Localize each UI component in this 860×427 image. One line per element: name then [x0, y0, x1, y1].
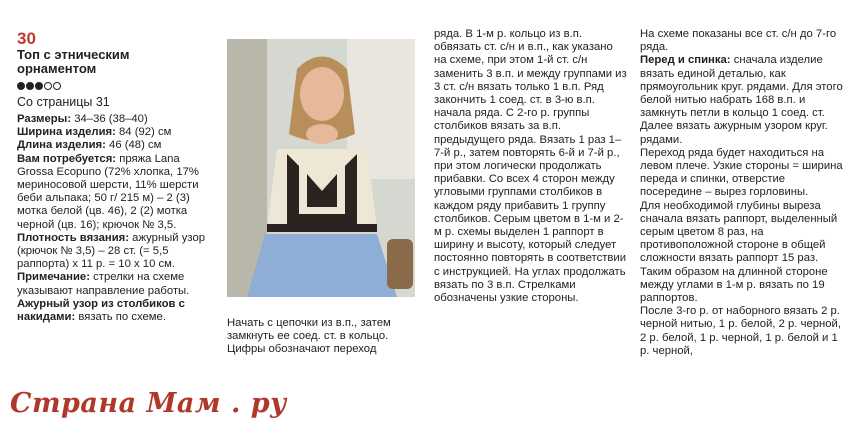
- paragraph: [17, 113, 217, 126]
- pattern-title: Топ с этническим орнаментом: [17, 47, 130, 76]
- difficulty-dot-filled: [17, 82, 25, 90]
- materials-column: [17, 113, 217, 324]
- paragraph: [640, 120, 843, 146]
- paragraph: [17, 298, 217, 324]
- difficulty-dot-empty: [53, 82, 61, 90]
- paragraph-label: Длина изделия:: [17, 139, 106, 152]
- paragraph-text: Переход ряда будет находиться на левом плече. Узкие стороны = ширина переда и спинки, отверстие посередине – вырез горловины.: [640, 146, 843, 199]
- caption-text: Начать с цепочки из в.п., затем замкнуть ее соед. ст. в кольцо. Цифры обозначают переход: [227, 317, 391, 356]
- paragraph-text: ажурный узор (крючок № 3,5) – 28 ст. (= 5,5 раппорта) x 11 р. = 10 x 10 см.: [17, 231, 206, 271]
- from-page-note: Со страницы 31: [17, 95, 110, 109]
- paragraph: [640, 200, 843, 306]
- paragraph: [17, 232, 217, 272]
- paragraph: [640, 28, 843, 54]
- paragraph-label: Ажурный узор из столбиков с накидами:: [17, 297, 185, 324]
- paragraph-label: Размеры:: [17, 113, 72, 125]
- paragraph-text: вязать по схеме.: [75, 311, 166, 324]
- paragraph-label: Примечание:: [17, 271, 90, 284]
- paragraph: [17, 153, 217, 232]
- paragraph-text: стрелки на схеме указывают направление работы.: [17, 271, 190, 297]
- photo-illustration: [227, 39, 415, 297]
- model-photo: [227, 39, 415, 297]
- paragraph-text: 46 (48) см: [105, 139, 162, 152]
- paragraph-label: Плотность вязания:: [17, 231, 130, 244]
- paragraph-text: После 3-го р. от наборного вязать 2 р. черной нитью, 1 р. белой, 2 р. черной, 2 р. белой, 1 р. черной, 1 р. белой и 1 р. черной,: [640, 305, 842, 357]
- paragraph-label: Вам потребуется:: [17, 152, 117, 165]
- pattern-number: 30: [17, 29, 36, 48]
- paragraph: [640, 305, 843, 358]
- paragraph-text: На схеме показаны все ст. с/н до 7-го ряда.: [640, 28, 837, 54]
- paragraph-text: сначала изделие вязать единой деталью, как прямоугольник круг. рядами. Для этого белой нитью набрать 168 в.п. и замкнуть петли в кольцо 1 соед. ст.: [640, 54, 843, 120]
- paragraph-text: пряжа Lana Grossa Ecopuno (72% хлопка, 17% мериносовой шерсти, 11% шерсти беби альпака; 50 г/ 215 м) – 2 (3) мотка белой (цв. 46), 2 (2) мотка черной (цв. 16); крючок № 3,5.: [17, 152, 199, 231]
- difficulty-rating: [17, 81, 62, 93]
- paragraph-text: Далее вязать ажурным узором круг. рядами.: [640, 120, 828, 146]
- paragraph: [640, 147, 843, 200]
- paragraph: [17, 271, 217, 297]
- paragraph-text: 34–36 (38–40): [71, 113, 148, 125]
- difficulty-dot-filled: [26, 82, 34, 90]
- difficulty-dot-filled: [35, 82, 43, 90]
- paragraph: [640, 54, 843, 120]
- paragraph-text: 84 (92) см: [115, 126, 172, 139]
- instructions-column-3: ряда. В 1-м р. кольцо из в.п. обвязать ст. с/н и в.п., как указано на схеме, при этом 1-й ст. с/н заменить 3 в.п. и между группами из 3 ст. с/н вязать только 1 в.п. Ряд закончить 1 соед. ст. в 3-ю в.п. начала ряда. С 2-го р. группы столбиков вязать за в.п. предыдущего ряда. Вязать 1 раз 1–7-й р., затем повторять 6-й и 7-й р., при этом логически продолжать прибавки. Со всех 4 сторон между угловыми группами столбиков в каждом ряду прибавить 1 группу столбиков. Серым цветом в 1-м и 2-м р. схемы выделен 1 раппорт в ширину и высоту, который следует постоянно повторять в соответствии с инструкцией. На углах продолжать вязать по 3 в.п. Стрелками обозначены узкие стороны.: [434, 28, 627, 305]
- paragraph-label: Перед и спинка:: [640, 54, 731, 67]
- paragraph-label: Ширина изделия:: [17, 126, 116, 139]
- difficulty-dot-empty: [44, 82, 52, 90]
- instructions-column-4: [640, 28, 843, 358]
- paragraph-text: Для необходимой глубины выреза сначала вязать раппорт, выделенный серым цветом 8 раз, на противоположной стороне в общей сложности вязать раппорт 15 раз. Таким образом на длинной стороне между углами в 1-м р. вязать по 19 раппортов.: [640, 199, 838, 305]
- paragraph: [17, 126, 217, 139]
- paragraph: [17, 139, 217, 152]
- site-logo: Страна Мам . ру: [10, 388, 287, 419]
